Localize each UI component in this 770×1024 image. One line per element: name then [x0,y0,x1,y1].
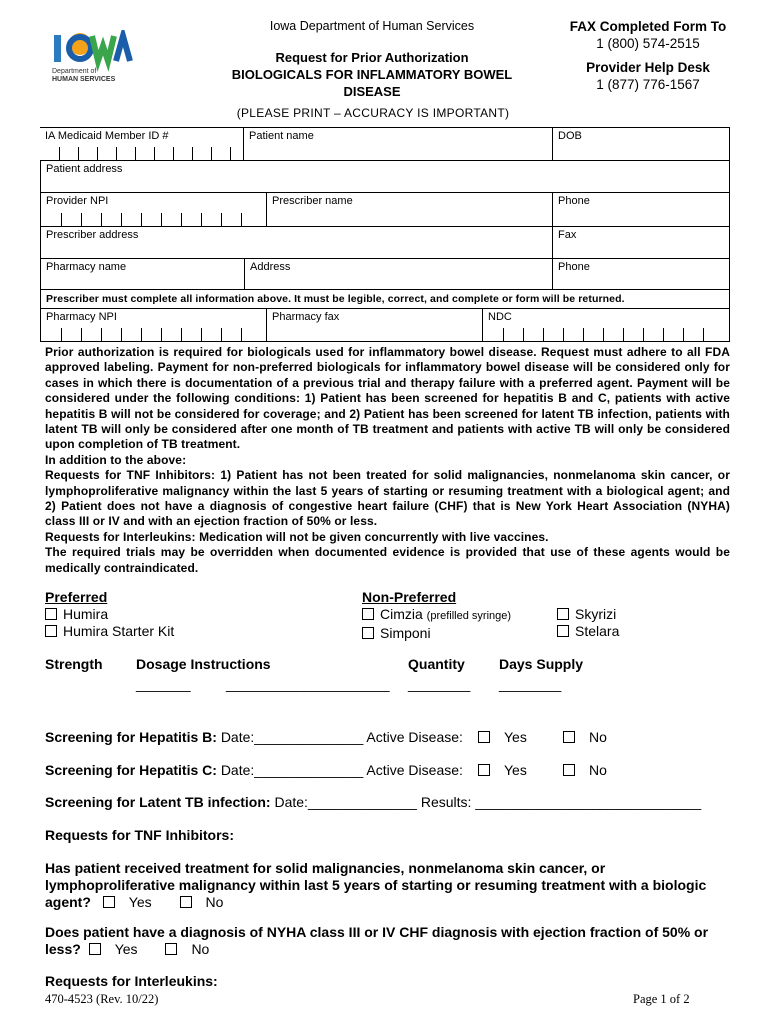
provider-npi-ticks [41,212,266,226]
patient-name-label: Patient name [249,130,314,142]
dosage-label: Dosage Instructions [136,656,271,672]
tnf-q2-yes-label: Yes [114,941,138,957]
hepc-date-label: Date: [220,762,255,778]
prescriber-name-field[interactable] [266,193,552,226]
title-line2: BIOLOGICALS FOR INFLAMMATORY BOWEL [231,67,513,82]
page-number: Page 1 of 2 [633,992,690,1006]
hepc-no-label: No [589,762,607,778]
tnf-q2 [45,924,735,958]
quantity-label: Quantity [408,656,465,672]
nonpreferred-heading: Non-Preferred [362,589,457,605]
humira-starter-label: Humira Starter Kit [63,623,175,639]
cimzia-note: (prefilled syringe) [426,610,512,622]
hepb-date-label: Date: [220,729,255,745]
days-supply-blank[interactable]: ________ [499,676,562,692]
criteria-p3: Requests for TNF Inhibitors: 1) Patient has not been treated for solid malignancies, nonmelanoma skin cancer, or lymphoproliferative malignancy within the last 5 years of starting or resuming treatment with a biological agent; and 2) Patient does not have a diagnosis of congestive heart failure (CHF) that is New York Heart Association (NYHA) class III or IV and with an ejection fraction of 50% or less. [45,468,730,529]
days-supply-label: Days Supply [499,656,584,672]
tb-label: Screening for Latent TB infection: [45,794,271,810]
helpdesk-label: Provider Help Desk [586,60,710,75]
dob-field[interactable] [552,128,730,160]
hepc-yes-option[interactable] [478,762,527,778]
prescriber-address-field[interactable] [40,227,552,258]
stelara-label: Stelara [575,623,620,639]
simponi-checkbox[interactable] [362,627,374,639]
cimzia-label: Cimzia [380,606,423,622]
tnf-q2-yes-option[interactable] [89,941,138,957]
form-row-6 [40,309,730,342]
tnf-q1-line3: agent? [45,894,91,910]
stelara-checkbox[interactable] [557,625,569,637]
tnf-q2-no-checkbox[interactable] [165,943,177,955]
iowa-dhs-logo [52,30,142,90]
humira-option[interactable] [45,606,174,623]
tnf-q2-line2: less? [45,941,81,957]
simponi-option[interactable] [362,625,511,642]
member-id-label: IA Medicaid Member ID # [45,130,169,142]
tb-results-blank[interactable]: _____________________________ [475,794,702,810]
cimzia-checkbox[interactable] [362,608,374,620]
humira-starter-option[interactable] [45,623,174,640]
skyrizi-label: Skyrizi [575,606,617,622]
stelara-option[interactable] [557,623,619,640]
dob-label: DOB [558,130,582,142]
hepb-yes-label: Yes [504,729,527,745]
tnf-q1-yes-checkbox[interactable] [103,896,115,908]
patient-name-field[interactable] [243,128,552,160]
hepc-no-checkbox[interactable] [563,764,575,776]
form-row-1 [40,127,730,161]
form-row-2 [40,161,730,193]
hepb-yes-checkbox[interactable] [478,731,490,743]
tnf-q1-no-option[interactable] [180,894,224,910]
print-note: (PLEASE PRINT – ACCURACY IS IMPORTANT) [236,106,510,120]
nonpreferred-section [362,589,511,642]
skyrizi-checkbox[interactable] [557,608,569,620]
preferred-section [45,589,174,640]
logo-line2: HUMAN SERVICES [52,76,116,83]
pharmacy-name-label: Pharmacy name [46,261,127,273]
criteria-p5: The required trials may be overridden when documented evidence is provided that use of these agents would be medically contraindicated. [45,545,730,575]
fax-field[interactable] [552,227,730,258]
hepb-no-checkbox[interactable] [563,731,575,743]
form-row-5 [40,259,730,290]
prescriber-note: Prescriber must complete all information above. It must be legible, correct, and complete or form will be returned. [46,293,625,305]
member-id-ticks [40,146,243,160]
patient-address-label: Patient address [46,163,123,175]
fax-number: 1 (800) 574-2515 [596,36,700,51]
title-line1: Request for Prior Authorization [275,50,469,65]
criteria-text [45,345,730,576]
hepb-row [45,729,463,745]
tb-date-label: Date: [274,794,308,810]
pharmacy-phone-label: Phone [558,261,590,273]
form-number: 470-4523 (Rev. 10/22) [45,992,159,1006]
tnf-q1-no-label: No [205,894,224,910]
tnf-q1-line3-row [45,894,735,911]
hepb-no-label: No [589,729,607,745]
prescriber-name-label: Prescriber name [272,195,353,207]
patient-info-form [40,127,730,342]
address-field[interactable] [244,259,552,289]
helpdesk-number: 1 (877) 776-1567 [596,77,700,92]
pharmacy-name-field[interactable] [40,259,244,289]
humira-label: Humira [63,606,109,622]
preferred-heading: Preferred [45,589,108,605]
hepc-no-option[interactable] [563,762,607,778]
pharmacy-npi-label: Pharmacy NPI [46,311,117,323]
tnf-q1-no-checkbox[interactable] [180,896,192,908]
skyrizi-option[interactable] [557,606,619,623]
pharmacy-phone-field[interactable] [552,259,730,289]
hepc-yes-checkbox[interactable] [478,764,490,776]
tnf-q1 [45,860,735,911]
hepb-active-label: Active Disease: [366,729,463,745]
hepb-yes-option[interactable] [478,729,527,745]
simponi-label: Simponi [380,625,431,641]
tnf-q2-no-label: No [191,941,210,957]
prescriber-address-label: Prescriber address [46,229,139,241]
tb-results-label: Results: [420,794,472,810]
provider-npi-label: Provider NPI [46,195,109,207]
dosage-blank[interactable]: _____________________ [226,676,390,692]
humira-starter-checkbox[interactable] [45,625,57,637]
fax-field-label: Fax [558,229,577,241]
tb-row [45,794,701,810]
provider-npi-field[interactable] [40,193,266,226]
fax-label: FAX Completed Form To [569,19,727,34]
quantity-blank[interactable]: ________ [408,676,471,692]
phone-label: Phone [558,195,590,207]
tnf-q2-yes-checkbox[interactable] [89,943,101,955]
logo-line1: Department of [52,68,97,75]
strength-blank[interactable]: _______ [136,676,191,692]
criteria-p2: In addition to the above: [45,452,187,467]
pharmacy-fax-label: Pharmacy fax [272,311,340,323]
address-label: Address [250,261,291,273]
contact-block [548,18,748,93]
tnf-q1-line2: lymphoproliferative malignancy within last 5 years of starting or resuming treatment with a biologic [45,877,707,893]
hepc-yes-label: Yes [504,762,527,778]
tnf-q1-line1: Has patient received treatment for solid malignancies, nonmelanoma skin cancer, or [45,860,606,876]
form-row-4 [40,227,730,259]
pharmacy-npi-ticks [41,327,266,341]
prescriber-note-row [40,290,730,309]
criteria-p4: Requests for Interleukins: Medication will not be given concurrently with live vaccines. [45,529,549,544]
tnf-q1-yes-label: Yes [128,894,152,910]
hepc-date-blank[interactable]: ______________ [254,762,364,778]
ndc-ticks [483,327,729,341]
title-line3: DISEASE [343,84,401,99]
form-row-3 [40,193,730,227]
tnf-q2-line1: Does patient have a diagnosis of NYHA class III or IV CHF diagnosis with ejection fraction of 50% or [45,924,709,940]
member-id-field[interactable] [40,128,243,160]
hepc-row [45,762,463,778]
strength-label: Strength [45,656,103,672]
form-title [212,49,532,100]
tnf-q2-line2-row [45,941,735,958]
ndc-field[interactable] [482,309,730,341]
pharmacy-fax-field[interactable] [266,309,482,341]
tnf-q1-yes-option[interactable] [103,894,152,910]
agency-name: Iowa Department of Human Services [269,19,475,33]
hepc-label: Screening for Hepatitis C: [45,762,217,778]
interleukins-heading: Requests for Interleukins: [45,973,218,989]
cimzia-option[interactable] [362,606,511,625]
hepb-date-blank[interactable]: ______________ [254,729,364,745]
hepc-active-label: Active Disease: [366,762,463,778]
phone-field[interactable] [552,193,730,226]
hepb-label: Screening for Hepatitis B: [45,729,217,745]
patient-address-field[interactable] [40,161,730,192]
tnf-heading: Requests for TNF Inhibitors: [45,827,234,843]
nonpreferred-section-2 [557,606,619,640]
hepb-no-option[interactable] [563,729,607,745]
pharmacy-npi-field[interactable] [40,309,266,341]
tnf-q2-no-option[interactable] [165,941,209,957]
tb-date-blank[interactable]: ______________ [307,794,417,810]
criteria-p1: Prior authorization is required for biologicals used for inflammatory bowel disease. Request must adhere to all FDA approved labeling. Payment for non-preferred biologicals for inflammatory bowel disease will be considered only for cases in which there is documentation of a previous trial and therapy failure with a preferred agent. Payment will be considered under the following conditions: 1) Patient has been screened for hepatitis B and C, patients with active hepatitis B will not be considered for coverage; and 2) Patient has been screened for latent TB infection, patients with latent TB will only be considered after one month of TB treatment and patients with active TB will only be considered upon completion of TB treatment. [45,345,730,452]
humira-checkbox[interactable] [45,608,57,620]
ndc-label: NDC [488,311,512,323]
